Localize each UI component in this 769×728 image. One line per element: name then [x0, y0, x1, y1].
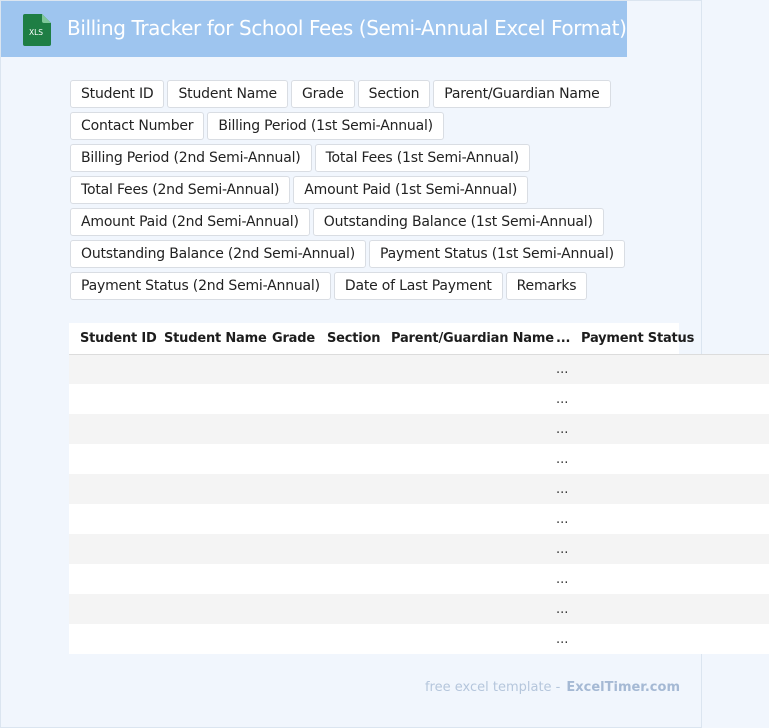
table-cell[interactable] [316, 474, 380, 504]
table-body [69, 354, 769, 654]
table-cell[interactable] [316, 444, 380, 474]
table-cell[interactable]: ... [545, 594, 570, 624]
table-cell[interactable] [570, 414, 769, 444]
footer [425, 680, 680, 695]
table-cell[interactable]: ... [545, 564, 570, 594]
table-cell[interactable] [69, 594, 153, 624]
field-chip: Parent/Guardian Name [433, 80, 610, 108]
table-row [69, 564, 769, 594]
table-row [69, 384, 769, 414]
field-chip: Date of Last Payment [334, 272, 503, 300]
field-chip: Remarks [506, 272, 588, 300]
footer-brand-link[interactable]: ExcelTimer.com [566, 680, 680, 695]
table-cell[interactable] [570, 354, 769, 384]
table-row [69, 474, 769, 504]
table-cell[interactable] [261, 444, 316, 474]
table-cell[interactable] [261, 564, 316, 594]
field-chip-list [70, 80, 680, 300]
table-row [69, 414, 769, 444]
table-cell[interactable] [316, 564, 380, 594]
table-cell[interactable] [380, 384, 545, 414]
data-table-container[interactable] [69, 323, 695, 654]
field-chip: Billing Period (1st Semi-Annual) [207, 112, 444, 140]
table-cell[interactable] [261, 354, 316, 384]
data-table [69, 323, 769, 654]
table-cell[interactable] [316, 414, 380, 444]
table-cell[interactable] [153, 504, 261, 534]
table-cell[interactable] [153, 444, 261, 474]
table-cell[interactable] [380, 414, 545, 444]
table-cell[interactable] [69, 504, 153, 534]
field-chip: Payment Status (2nd Semi-Annual) [70, 272, 331, 300]
field-chip: Outstanding Balance (2nd Semi-Annual) [70, 240, 366, 268]
table-cell[interactable]: ... [545, 624, 570, 654]
table-cell[interactable] [380, 624, 545, 654]
table-cell[interactable] [570, 534, 769, 564]
field-chip: Outstanding Balance (1st Semi-Annual) [313, 208, 604, 236]
table-cell[interactable]: ... [545, 354, 570, 384]
table-cell[interactable] [261, 594, 316, 624]
table-cell[interactable] [570, 564, 769, 594]
table-row [69, 354, 769, 384]
table-cell[interactable] [380, 564, 545, 594]
header-bar [1, 1, 627, 57]
field-chip: Grade [291, 80, 355, 108]
table-cell[interactable] [69, 624, 153, 654]
table-cell[interactable]: ... [545, 534, 570, 564]
table-cell[interactable] [380, 474, 545, 504]
column-header: Section [316, 323, 380, 354]
table-cell[interactable] [69, 354, 153, 384]
table-cell[interactable] [153, 414, 261, 444]
field-chip: Section [358, 80, 431, 108]
table-cell[interactable]: ... [545, 444, 570, 474]
column-header: Payment Status [570, 323, 769, 354]
field-chip: Amount Paid (2nd Semi-Annual) [70, 208, 310, 236]
table-cell[interactable] [69, 564, 153, 594]
table-cell[interactable] [261, 504, 316, 534]
table-cell[interactable] [261, 474, 316, 504]
table-cell[interactable] [69, 534, 153, 564]
table-cell[interactable] [261, 624, 316, 654]
table-cell[interactable] [153, 624, 261, 654]
table-row [69, 504, 769, 534]
table-cell[interactable] [570, 474, 769, 504]
field-chip: Payment Status (1st Semi-Annual) [369, 240, 625, 268]
table-cell[interactable] [153, 354, 261, 384]
table-row [69, 534, 769, 564]
table-cell[interactable]: ... [545, 414, 570, 444]
field-chip: Student Name [167, 80, 287, 108]
table-cell[interactable] [261, 534, 316, 564]
column-header: Grade [261, 323, 316, 354]
table-cell[interactable] [570, 444, 769, 474]
table-cell[interactable] [153, 564, 261, 594]
field-chip: Billing Period (2nd Semi-Annual) [70, 144, 312, 172]
table-cell[interactable]: ... [545, 504, 570, 534]
field-chip: Amount Paid (1st Semi-Annual) [293, 176, 528, 204]
table-cell[interactable] [69, 384, 153, 414]
footer-label: free excel template - [424, 680, 561, 695]
table-cell[interactable] [380, 534, 545, 564]
table-cell[interactable] [380, 504, 545, 534]
table-cell[interactable] [261, 384, 316, 414]
table-cell[interactable] [380, 444, 545, 474]
table-header-row [69, 323, 769, 354]
table-cell[interactable] [380, 354, 545, 384]
table-cell[interactable] [261, 414, 316, 444]
table-cell[interactable] [570, 504, 769, 534]
table-cell[interactable]: ... [545, 384, 570, 414]
field-chip: Total Fees (2nd Semi-Annual) [70, 176, 290, 204]
table-cell[interactable] [316, 504, 380, 534]
table-cell[interactable] [316, 534, 380, 564]
table-cell[interactable] [316, 624, 380, 654]
table-cell[interactable] [316, 354, 380, 384]
table-cell[interactable] [153, 534, 261, 564]
table-row [69, 594, 769, 624]
xls-icon-label: XLS [28, 28, 44, 37]
column-header: Parent/Guardian Name [380, 323, 545, 354]
table-cell[interactable] [69, 444, 153, 474]
table-cell[interactable] [570, 624, 769, 654]
table-cell[interactable] [69, 414, 153, 444]
table-cell[interactable] [570, 384, 769, 414]
table-cell[interactable] [153, 384, 261, 414]
field-chip: Student ID [70, 80, 164, 108]
page-title: Billing Tracker for School Fees (Semi-Annual Excel Format) [67, 16, 627, 40]
column-header: Student Name [153, 323, 261, 354]
table-cell[interactable] [153, 474, 261, 504]
column-header: ... [545, 323, 570, 354]
table-cell[interactable] [316, 384, 380, 414]
table-row [69, 624, 769, 654]
table-cell[interactable]: ... [545, 474, 570, 504]
table-cell[interactable] [69, 474, 153, 504]
table-row [69, 444, 769, 474]
field-chip: Contact Number [70, 112, 204, 140]
table-cell[interactable] [316, 594, 380, 624]
xls-file-icon [23, 14, 51, 46]
column-header: Student ID [69, 323, 153, 354]
field-chip: Total Fees (1st Semi-Annual) [315, 144, 530, 172]
table-cell[interactable] [570, 594, 769, 624]
table-cell[interactable] [380, 594, 545, 624]
table-cell[interactable] [153, 594, 261, 624]
